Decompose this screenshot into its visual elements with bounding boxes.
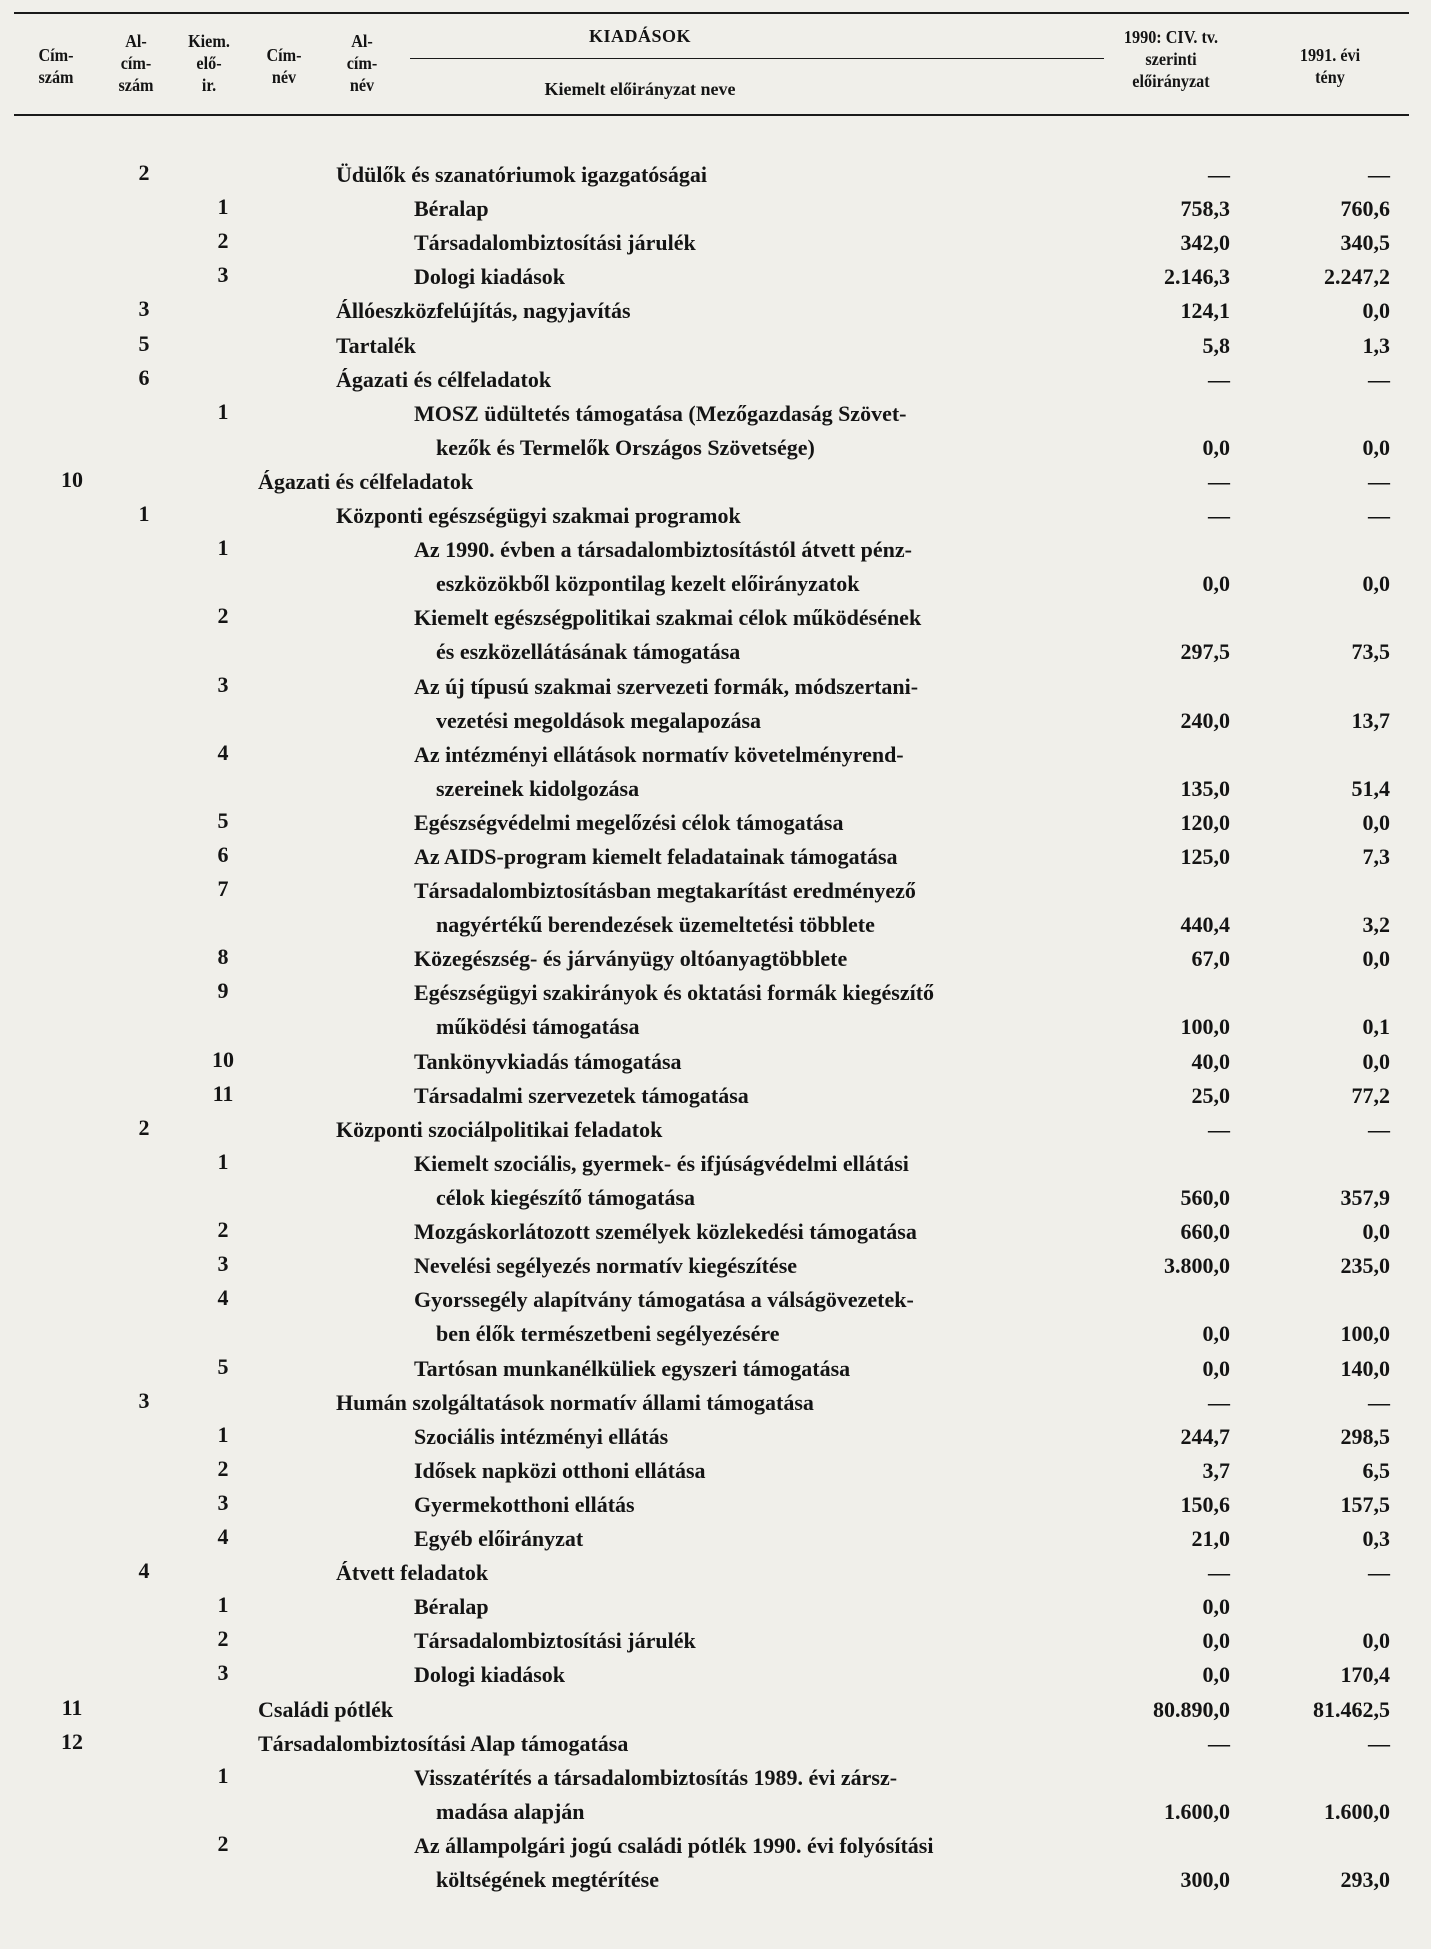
value-1990-cell: 67,0 [1191, 946, 1230, 972]
item-name [414, 1352, 850, 1386]
item-name-line: eszközökből központilag kezelt előirányzatok [436, 571, 860, 597]
item-name-line: Egészségvédelmi megelőzési célok támogatása [414, 809, 844, 835]
value-1991-cell: — [1368, 1730, 1390, 1756]
item-name [414, 226, 696, 260]
value-1990-cell: 135,0 [1180, 775, 1230, 801]
table-row [0, 363, 1431, 397]
value-1991-cell: 2.247,2 [1324, 264, 1390, 290]
value-1991-cell: 3,2 [1362, 912, 1390, 938]
value-1991-cell: 140,0 [1340, 1355, 1390, 1381]
table-row [0, 192, 1431, 226]
item-name-line: Visszatérítés a társadalombiztosítás 1989. évi zársz- [414, 1764, 898, 1790]
item-name [414, 260, 565, 294]
value-1990-cell: 297,5 [1180, 639, 1230, 665]
item-name-line: Dologi kiadások [414, 264, 565, 290]
item-name-line: Humán szolgáltatások normatív állami támogatása [336, 1389, 814, 1415]
kiemelt-szam-cell: 3 [217, 262, 229, 288]
value-1990-cell: 25,0 [1191, 1082, 1230, 1108]
value-1990-cell: 0,0 [1202, 571, 1230, 597]
table-row [0, 976, 1431, 1044]
item-name-line: vezetési megoldások megalapozása [436, 707, 762, 733]
item-name-line: Kiemelt szociális, gyermek- és ifjúságvédelmi ellátási [414, 1150, 909, 1176]
value-1990-cell: 0,0 [1202, 1662, 1230, 1688]
item-name [336, 1556, 488, 1590]
value-1991-cell: — [1368, 1389, 1390, 1415]
kiemelt-szam-cell: 10 [212, 1046, 234, 1072]
alcimszam-cell: 2 [138, 1114, 150, 1140]
item-name-line: Idősek napközi otthoni ellátása [414, 1457, 706, 1483]
value-1990-cell: 2.146,3 [1164, 264, 1230, 290]
value-1990-cell: 0,0 [1202, 434, 1230, 460]
value-1991-cell: 0,0 [1362, 946, 1390, 972]
kiemelt-szam-cell: 1 [217, 535, 229, 561]
value-1991-cell: 157,5 [1340, 1491, 1390, 1517]
alcimszam-cell: 2 [138, 160, 150, 185]
value-1991-cell: 0,0 [1362, 1219, 1390, 1245]
value-1990-cell: 560,0 [1180, 1184, 1230, 1210]
value-1991-cell: — [1368, 366, 1390, 392]
kiemelt-szam-cell: 11 [212, 1080, 234, 1106]
value-1991-cell: — [1368, 1560, 1390, 1586]
table-row [0, 1283, 1431, 1351]
item-name [336, 1113, 662, 1147]
table-row [0, 1761, 1431, 1829]
item-name-line: Állóeszközfelújítás, nagyjavítás [336, 298, 631, 324]
item-name [414, 533, 912, 601]
kiemelt-szam-cell: 3 [217, 1489, 229, 1515]
item-name-line: Béralap [414, 196, 489, 222]
kiemelt-szam-cell: 6 [217, 842, 229, 867]
header-kiemelt-eloiranyzat: Kiem. elő- ir. [188, 31, 230, 95]
value-1990-cell: 40,0 [1191, 1048, 1230, 1074]
kiemelt-szam-cell: 3 [217, 1660, 229, 1686]
header-kiemelt-neve: Kiemelt előirányzat neve [544, 79, 736, 99]
item-name [336, 158, 707, 192]
item-name [336, 1386, 814, 1420]
item-name [414, 1045, 682, 1079]
value-1991-cell: 293,0 [1340, 1866, 1390, 1892]
value-1990-cell: — [1208, 468, 1230, 494]
kiemelt-szam-cell: 1 [217, 1762, 229, 1788]
table-row [0, 465, 1431, 499]
item-name-line: Az állampolgári jogú családi pótlék 1990. évi folyósítási [414, 1832, 934, 1858]
table-row [0, 533, 1431, 601]
item-name-line: célok kiegészítő támogatása [436, 1184, 696, 1210]
header-divider [410, 58, 1104, 59]
item-name-line: Mozgáskorlátozott személyek közlekedési támogatása [414, 1219, 917, 1245]
item-name-line: Közegészség- és járványügy oltóanyagtöbblete [414, 946, 848, 972]
table-row [0, 806, 1431, 840]
value-1990-cell: — [1208, 1560, 1230, 1586]
kiemelt-szam-cell: 4 [217, 739, 229, 765]
kiemelt-szam-cell: 4 [217, 1524, 229, 1549]
table-row [0, 1147, 1431, 1215]
table-row [0, 1420, 1431, 1454]
value-1990-cell: — [1208, 162, 1230, 187]
kiemelt-szam-cell: 5 [217, 1353, 229, 1379]
item-name [414, 397, 907, 465]
item-name [414, 1215, 917, 1249]
value-1990-cell: 758,3 [1180, 196, 1230, 222]
item-name-line: madása alapján [436, 1798, 585, 1824]
item-name [258, 1727, 628, 1761]
value-1991-cell: 298,5 [1340, 1423, 1390, 1449]
item-name-line: nagyértékű berendezések üzemeltetési többlete [436, 912, 875, 938]
item-name [414, 1624, 696, 1658]
item-name [336, 499, 741, 533]
kiemelt-szam-cell: 1 [217, 1148, 229, 1174]
value-1990-cell: 660,0 [1180, 1219, 1230, 1245]
alcimszam-cell: 3 [138, 296, 150, 322]
value-1990-cell: 100,0 [1180, 1014, 1230, 1040]
kiemelt-szam-cell: 1 [217, 1592, 229, 1618]
item-name-line: Társadalombiztosítási járulék [414, 1628, 696, 1654]
kiemelt-szam-cell: 9 [217, 978, 229, 1004]
value-1991-cell: 0,0 [1362, 298, 1390, 324]
table-row [0, 499, 1431, 533]
cimszam-cell: 11 [61, 1694, 83, 1720]
value-1991-cell: 100,0 [1340, 1321, 1390, 1347]
table-row [0, 942, 1431, 976]
item-name-line: Tankönyvkiadás támogatása [414, 1048, 682, 1074]
item-name [258, 465, 473, 499]
kiemelt-szam-cell: 7 [217, 876, 229, 902]
item-name-line: Az intézményi ellátások normatív követelményrend- [414, 741, 904, 767]
table-row [0, 1079, 1431, 1113]
table-row [0, 1352, 1431, 1386]
kiemelt-szam-cell: 1 [217, 194, 229, 220]
table-row [0, 1658, 1431, 1692]
kiemelt-szam-cell: 1 [217, 398, 229, 424]
table-row [0, 1829, 1431, 1897]
value-1991-cell: 1.600,0 [1324, 1798, 1390, 1824]
item-name-line: Béralap [414, 1594, 489, 1620]
header-bottom-rule [14, 114, 1409, 116]
table-row [0, 1045, 1431, 1079]
table-row [0, 1624, 1431, 1658]
value-1991-cell: — [1368, 162, 1390, 187]
item-name [414, 1522, 583, 1556]
table-row [0, 158, 1431, 192]
item-name [414, 670, 918, 738]
header-alcimnev: Al- cím- név [346, 31, 378, 95]
table-row [0, 670, 1431, 738]
value-1990-cell: 1.600,0 [1164, 1798, 1230, 1824]
table-row [0, 1727, 1431, 1761]
table-row [0, 1488, 1431, 1522]
item-name [414, 1488, 635, 1522]
alcimszam-cell: 6 [138, 364, 150, 390]
item-name [336, 294, 631, 328]
kiemelt-szam-cell: 5 [217, 807, 229, 833]
item-name-line: Gyorssegély alapítvány támogatása a válságövezetek- [414, 1287, 914, 1313]
value-1990-cell: 0,0 [1202, 1355, 1230, 1381]
value-1990-cell: 5,8 [1202, 332, 1230, 358]
item-name [414, 806, 844, 840]
value-1991-cell: 760,6 [1340, 196, 1390, 222]
table-row [0, 1249, 1431, 1283]
item-name [414, 1829, 933, 1897]
value-1990-cell: 0,0 [1202, 1628, 1230, 1654]
table-row [0, 1215, 1431, 1249]
item-name [414, 1147, 909, 1215]
value-1990-cell: — [1208, 1389, 1230, 1415]
value-1991-cell: 0,3 [1362, 1526, 1390, 1551]
item-name-line: Üdülők és szanatóriumok igazgatóságai [336, 162, 707, 187]
item-name-line: Társadalombiztosítási járulék [414, 230, 696, 256]
value-1990-cell: — [1208, 366, 1230, 392]
value-1991-cell: — [1368, 468, 1390, 494]
value-1991-cell: — [1368, 1116, 1390, 1142]
value-1991-cell: 340,5 [1340, 230, 1390, 256]
cimszam-cell: 10 [61, 466, 83, 492]
kiemelt-szam-cell: 2 [217, 1217, 229, 1243]
value-1990-cell: 150,6 [1180, 1491, 1230, 1517]
table-row [0, 738, 1431, 806]
item-name [414, 1079, 749, 1113]
value-1990-cell: 124,1 [1180, 298, 1230, 324]
value-1990-cell: 125,0 [1180, 844, 1230, 869]
item-name [414, 1658, 565, 1692]
item-name-line: Az új típusú szakmai szervezeti formák, módszertani- [414, 673, 919, 699]
table-row [0, 294, 1431, 328]
table-row [0, 601, 1431, 669]
item-name [414, 874, 916, 942]
table-row [0, 397, 1431, 465]
item-name-line: kezők és Termelők Országos Szövetsége) [436, 434, 815, 460]
item-name-line: Tartalék [336, 332, 416, 358]
item-name-line: Társadalombiztosítási Alap támogatása [258, 1730, 629, 1756]
value-1990-cell: 3.800,0 [1164, 1253, 1230, 1279]
value-1991-cell: 0,0 [1362, 571, 1390, 597]
value-1991-cell: 77,2 [1351, 1082, 1390, 1108]
value-1990-cell: — [1208, 1116, 1230, 1142]
value-1990-cell: 21,0 [1191, 1526, 1230, 1551]
header-kiadasok: KIADÁSOK [588, 26, 691, 46]
alcimszam-cell: 3 [138, 1387, 150, 1413]
table-row [0, 1113, 1431, 1147]
item-name-line: Társadalmi szervezetek támogatása [414, 1082, 749, 1108]
table-row [0, 1556, 1431, 1590]
table-row [0, 1454, 1431, 1488]
value-1991-cell: 51,4 [1351, 775, 1390, 801]
item-name [414, 840, 898, 874]
table-row [0, 226, 1431, 260]
kiemelt-szam-cell: 2 [217, 603, 229, 629]
item-name-line: Tartósan munkanélküliek egyszeri támogatása [414, 1355, 851, 1381]
header-cimszam: Cím- szám [38, 45, 74, 87]
kiemelt-szam-cell: 4 [217, 1285, 229, 1311]
table-row [0, 329, 1431, 363]
item-name-line: Ágazati és célfeladatok [258, 468, 474, 494]
header-cimnev: Cím- név [266, 45, 302, 87]
value-1990-cell: 240,0 [1180, 707, 1230, 733]
value-1991-cell: 0,1 [1362, 1014, 1390, 1040]
kiemelt-szam-cell: 8 [217, 944, 229, 970]
kiemelt-szam-cell: 3 [217, 671, 229, 697]
item-name-line: Egyéb előirányzat [414, 1526, 584, 1551]
item-name [414, 1420, 668, 1454]
table-row [0, 874, 1431, 942]
value-1990-cell: 0,0 [1202, 1594, 1230, 1620]
item-name [414, 1761, 897, 1829]
item-name [336, 363, 551, 397]
value-1991-cell: 1,3 [1362, 332, 1390, 358]
value-1990-cell: 440,4 [1180, 912, 1230, 938]
item-name-line: Családi pótlék [258, 1696, 394, 1722]
kiemelt-szam-cell: 1 [217, 1421, 229, 1447]
value-1991-cell: 81.462,5 [1313, 1696, 1390, 1722]
value-1990-cell: 300,0 [1180, 1866, 1230, 1892]
value-1991-cell: — [1368, 503, 1390, 528]
item-name-line: Központi egészségügyi szakmai programok [336, 503, 741, 528]
value-1990-cell: 342,0 [1180, 230, 1230, 256]
value-1991-cell: 0,0 [1362, 1048, 1390, 1074]
item-name-line: Társadalombiztosításban megtakarítást eredményező [414, 878, 916, 904]
item-name-line: Szociális intézményi ellátás [414, 1423, 669, 1449]
item-name [414, 1249, 797, 1283]
kiemelt-szam-cell: 2 [217, 228, 229, 254]
kiemelt-szam-cell: 3 [217, 1251, 229, 1277]
item-name-line: MOSZ üdültetés támogatása (Mezőgazdaság Szövet- [414, 400, 907, 426]
table-row [0, 1522, 1431, 1556]
item-name [414, 1283, 914, 1351]
value-1991-cell: 235,0 [1340, 1253, 1390, 1279]
item-name-line: Az AIDS-program kiemelt feladatainak támogatása [414, 844, 898, 869]
item-name-line: Központi szociálpolitikai feladatok [336, 1116, 663, 1142]
value-1991-cell: 0,0 [1362, 809, 1390, 835]
value-1991-cell: 0,0 [1362, 1628, 1390, 1654]
header-1991-teny: 1991. évi tény [1299, 45, 1361, 87]
item-name-line: ben élők természetbeni segélyezésére [436, 1321, 780, 1347]
item-name [336, 329, 416, 363]
item-name-line: Egészségügyi szakirányok és oktatási formák kiegészítő [414, 980, 935, 1006]
value-1991-cell: 73,5 [1351, 639, 1390, 665]
value-1990-cell: 244,7 [1180, 1423, 1230, 1449]
item-name [414, 738, 904, 806]
item-name-line: Átvett feladatok [336, 1560, 489, 1586]
value-1990-cell: 80.890,0 [1153, 1696, 1230, 1722]
value-1991-cell: 6,5 [1362, 1457, 1390, 1483]
item-name-line: szereinek kidolgozása [436, 775, 640, 801]
item-name-line: Gyermekotthoni ellátás [414, 1491, 635, 1517]
header-alcimszam: Al- cím- szám [118, 31, 154, 95]
value-1990-cell: 3,7 [1202, 1457, 1230, 1483]
value-1991-cell: 357,9 [1340, 1184, 1390, 1210]
value-1991-cell: 13,7 [1351, 707, 1390, 733]
item-name-line: Az 1990. évben a társadalombiztosítástól átvett pénz- [414, 537, 912, 563]
kiemelt-szam-cell: 2 [217, 1830, 229, 1856]
value-1990-cell: 120,0 [1180, 809, 1230, 835]
item-name-line: és eszközellátásának támogatása [436, 639, 741, 665]
table-row [0, 260, 1431, 294]
item-name [414, 1454, 706, 1488]
cimszam-cell: 12 [61, 1728, 83, 1754]
alcimszam-cell: 1 [138, 501, 150, 526]
item-name [414, 192, 489, 226]
item-name-line: működési támogatása [436, 1014, 640, 1040]
item-name-line: Nevelési segélyezés normatív kiegészítése [414, 1253, 798, 1279]
item-name [414, 1590, 489, 1624]
item-name [414, 601, 921, 669]
item-name [258, 1693, 393, 1727]
value-1990-cell: — [1208, 1730, 1230, 1756]
value-1991-cell: 0,0 [1362, 434, 1390, 460]
kiemelt-szam-cell: 2 [217, 1626, 229, 1652]
item-name [414, 942, 847, 976]
item-name-line: költségének megtérítése [436, 1866, 659, 1892]
table-row [0, 1590, 1431, 1624]
table-row [0, 840, 1431, 874]
header-1990-eloiranyzat: 1990: CIV. tv. szerinti előirányzat [1123, 27, 1219, 91]
value-1991-cell: 170,4 [1340, 1662, 1390, 1688]
item-name-line: Kiemelt egészségpolitikai szakmai célok működésének [414, 605, 922, 631]
table-row [0, 1386, 1431, 1420]
item-name [414, 976, 934, 1044]
value-1990-cell: 0,0 [1202, 1321, 1230, 1347]
value-1990-cell: — [1208, 503, 1230, 528]
alcimszam-cell: 4 [138, 1558, 150, 1584]
value-1991-cell: 7,3 [1362, 844, 1390, 869]
item-name-line: Dologi kiadások [414, 1662, 565, 1688]
kiemelt-szam-cell: 2 [217, 1455, 229, 1481]
alcimszam-cell: 5 [138, 330, 150, 356]
table-row [0, 1693, 1431, 1727]
top-rule [14, 12, 1409, 14]
item-name-line: Ágazati és célfeladatok [336, 366, 552, 392]
